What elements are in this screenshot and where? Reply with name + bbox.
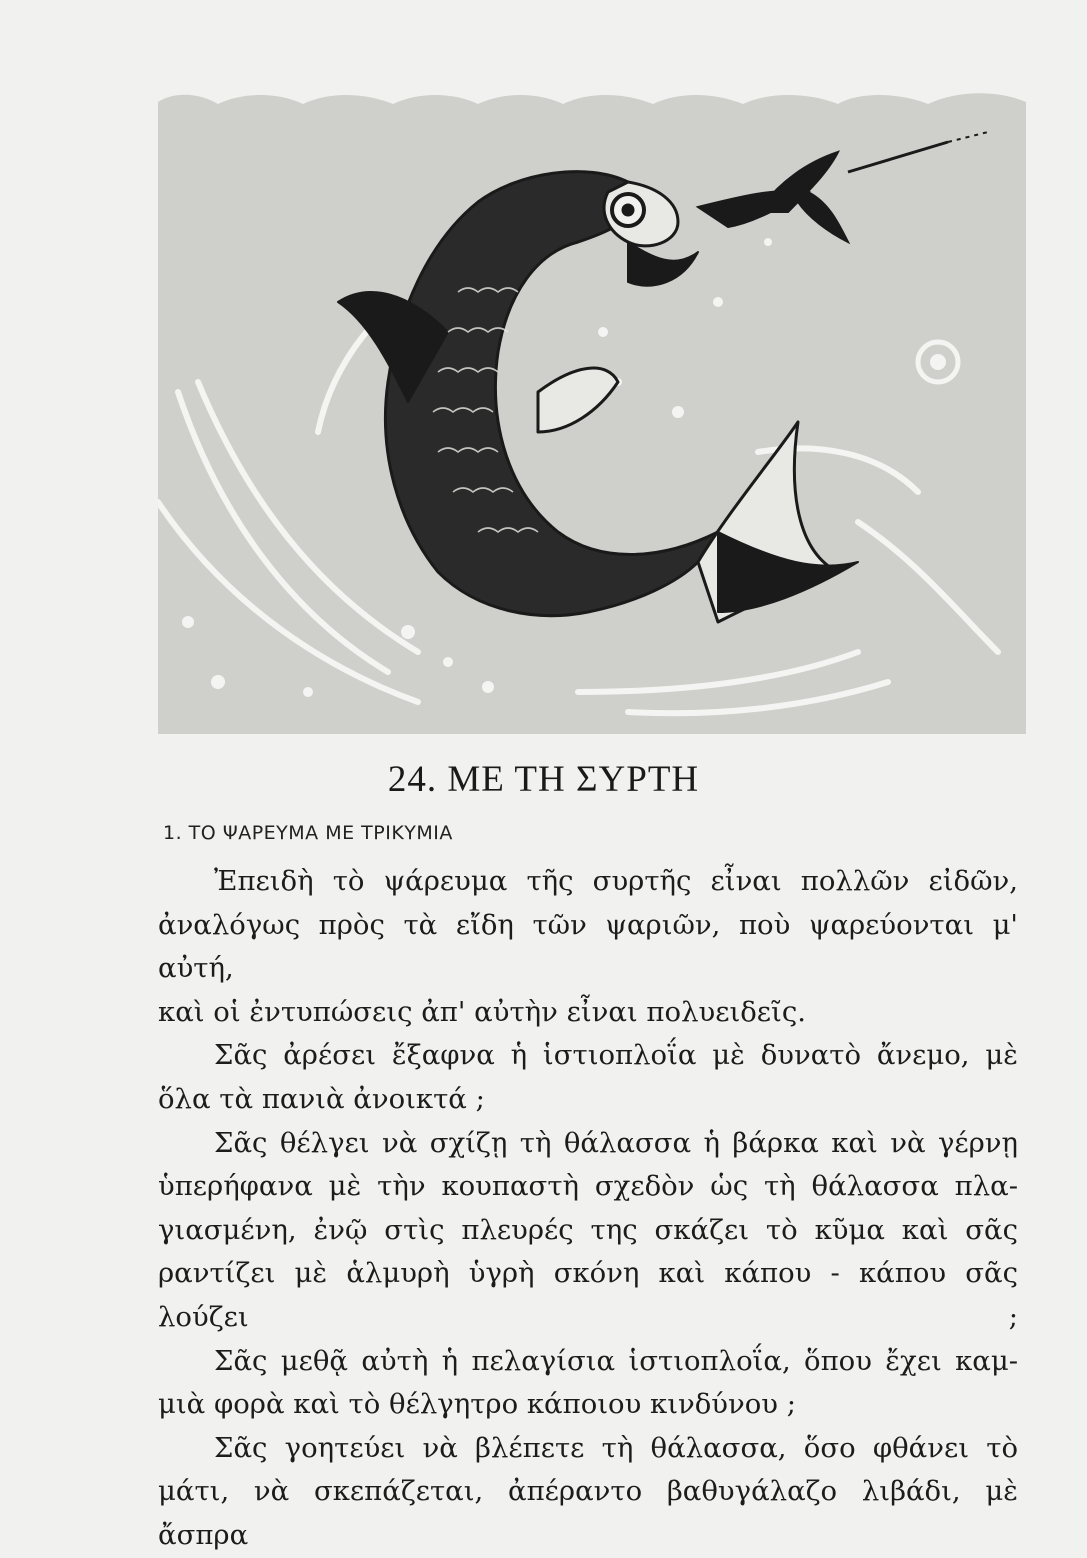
paragraph xyxy=(158,1034,1018,1121)
section-heading: 1. ΤΟ ΨΑΡΕΥΜΑ ΜΕ ΤΡΙΚΥΜΙΑ xyxy=(163,822,453,844)
text-line: Σᾶς γοητεύει νὰ βλέπετε τὴ θάλασσα, ὅσο φθάνει τὸ xyxy=(214,1431,1018,1464)
paragraph xyxy=(158,860,1018,1034)
body-text xyxy=(158,860,1018,1558)
chapter-title: 24. ΜΕ ΤΗ ΣΥΡΤΗ xyxy=(387,759,700,800)
text-line: καὶ οἱ ἐντυπώσεις ἀπ' αὐτὴν εἶναι πολυειδεῖς. xyxy=(158,995,806,1028)
fish-chasing-lure-icon xyxy=(158,92,1026,734)
text-line: ραντίζει μὲ ἁλμυρὴ ὑγρὴ σκόνη καὶ κάπου - κάπου σᾶς λούζει ; xyxy=(158,1257,1018,1333)
text-line: Ἐπειδὴ τὸ ψάρευμα τῆς συρτῆς εἶναι πολλῶν εἰδῶν, xyxy=(214,865,1018,897)
fish-illustration xyxy=(158,92,1026,734)
text-line: Σᾶς ἀρέσει ἔξαφνα ἡ ἱστιοπλοΐα μὲ δυνατὸ ἄνεμο, μὲ xyxy=(214,1039,1018,1072)
paragraph xyxy=(158,1340,1018,1427)
text-line: ἀναλόγως πρὸς τὰ εἴδη τῶν ψαριῶν, ποὺ ψαρεύονται μ' αὐτή, xyxy=(158,908,1018,985)
text-line: γιασμένη, ἐνῷ στὶς πλευρές της σκάζει τὸ κῦμα καὶ σᾶς xyxy=(158,1213,1018,1246)
text-line: μάτι, νὰ σκεπάζεται, ἀπέραντο βαθυγάλαζο λιβάδι, μὲ ἄσπρα xyxy=(158,1475,1018,1551)
paragraph xyxy=(158,1122,1018,1340)
text-line: Σᾶς μεθᾷ αὐτὴ ἡ πελαγίσια ἱστιοπλοΐα, ὅπου ἔχει καμ- xyxy=(214,1344,1018,1377)
text-line: ὑπερήφανα μὲ τὴν κουπαστὴ σχεδὸν ὡς τὴ θάλασσα πλα- xyxy=(158,1170,1018,1203)
text-line: Σᾶς θέλγει νὰ σχίζῃ τὴ θάλασσα ἡ βάρκα καὶ νὰ γέρνῃ xyxy=(214,1126,1018,1159)
paragraph xyxy=(158,1427,1018,1558)
text-line: μιὰ φορὰ καὶ τὸ θέλγητρο κάποιου κινδύνου ; xyxy=(158,1388,797,1421)
text-line: ὅλα τὰ πανιὰ ἀνοικτά ; xyxy=(158,1082,485,1115)
